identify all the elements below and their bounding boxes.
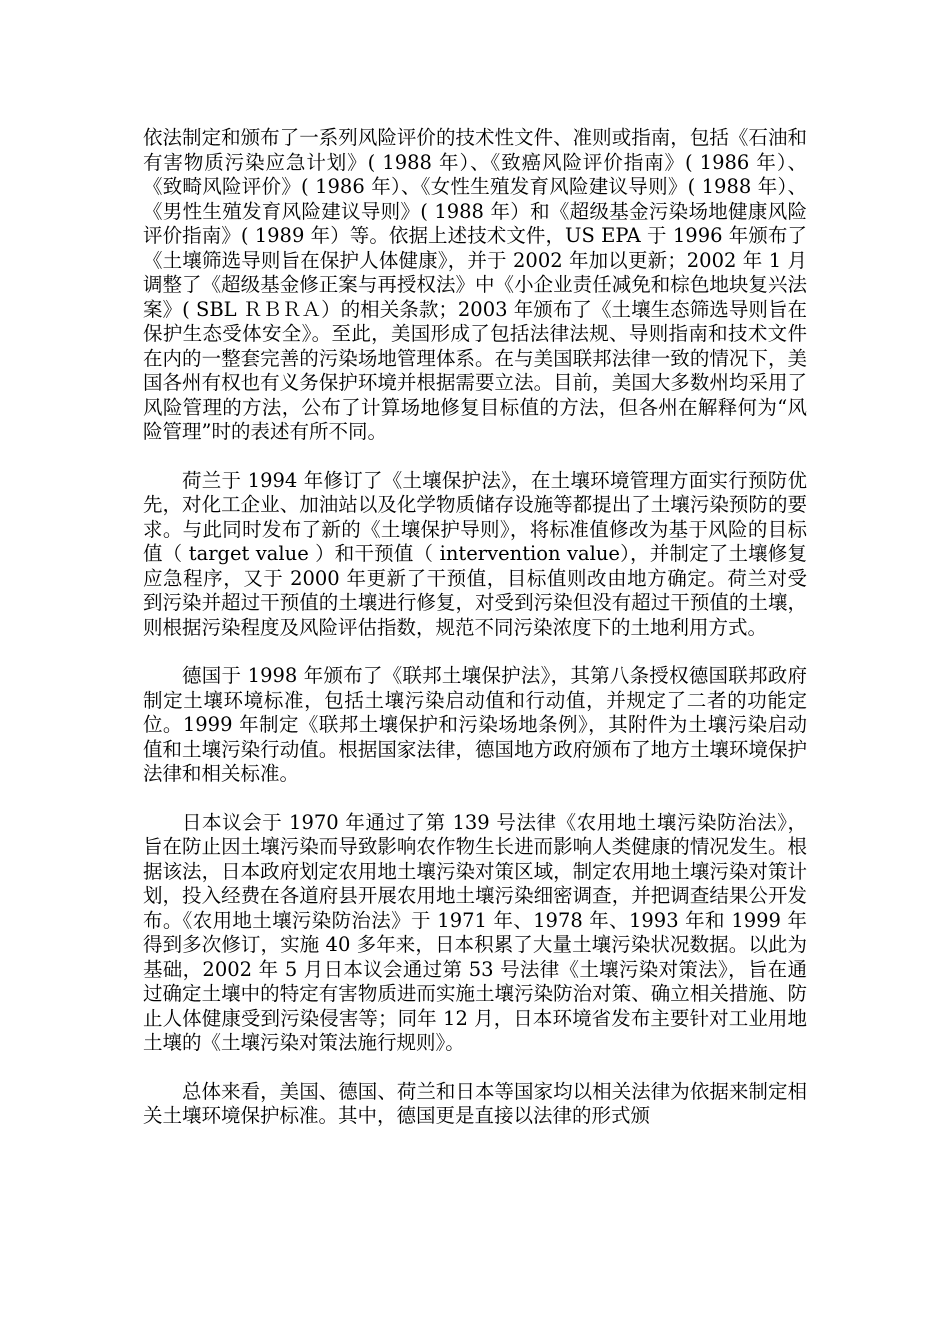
paragraph-summary: 总体来看，美国、德国、荷兰和日本等国家均以相关法律为依据来制定相关土壤环境保护标准。其中，德国更是直接以法律的形式颁 (143, 1079, 807, 1127)
paragraph-netherlands: 荷兰于 1994 年修订了《土壤保护法》，在土壤环境管理方面实行预防优先，对化工企业、加油站以及化学物质储存设施等都提出了土壤污染预防的要求。与此同时发布了新的《土壤保护导则》，将标准值修改为基于风险的目标值（ target value ）和干预值（ intervention value），并制定了土壤修复应急程序，又于 2000 年更新了干预值，目标值则改由地方确定。荷兰对受到污染并超过干预值的土壤进行修复，对受到污染但没有超过干预值的土壤，则根据污染程度及风险评估指数，规范不同污染浓度下的土地利用方式。 (143, 468, 807, 639)
paragraph-us-risk-guidelines: 依法制定和颁布了一系列风险评价的技术性文件、准则或指南，包括《石油和有害物质污染应急计划》( 1988 年）、《致癌风险评价指南》( 1986 年）、《致畸风险评价》( 1986 年）、《女性生殖发育风险建议导则》( 1988 年）、《男性生殖发育风险建议导则》( 1988 年）和《超级基金污染场地健康风险评价指南》( 1989 年）等。依据上述技术文件，US EPA 于 1996 年颁布了《土壤筛选导则旨在保护人体健康》，并于 2002 年加以更新；2002 年 1 月调整了《超级基金修正案与再授权法》中《小企业责任减免和棕色地块复兴法案》( SBL ＲＢＲＡ）的相关条款；2003 年颁布了《土壤生态筛选导则旨在保护生态受体安全》。至此，美国形成了包括法律法规、导则指南和技术文件在内的一整套完善的污染场地管理体系。在与美国联邦法律一致的情况下，美国各州有权也有义务保护环境并根据需要立法。目前，美国大多数州均采用了风险管理的方法，公布了计算场地修复目标值的方法，但各州在解释何为“风险管理”时的表述有所不同。 (143, 126, 807, 443)
paragraph-germany: 德国于 1998 年颁布了《联邦土壤保护法》，其第八条授权德国联邦政府制定土壤环境标准，包括土壤污染启动值和行动值，并规定了二者的功能定位。1999 年制定《联邦土壤保护和污染场地条例》，其附件为土壤污染启动值和土壤污染行动值。根据国家法律，德国地方政府颁布了地方土壤环境保护法律和相关标准。 (143, 664, 807, 785)
body-text (143, 126, 807, 1153)
paragraph-japan: 日本议会于 1970 年通过了第 139 号法律《农用地土壤污染防治法》，旨在防止因土壤污染而导致影响农作物生长进而影响人类健康的情况发生。根据该法，日本政府划定农用地土壤污染对策区域，制定农用地土壤污染对策计划，投入经费在各道府县开展农用地土壤污染细密调查，并把调查结果公开发布。《农用地土壤污染防治法》于 1971 年、1978 年、1993 年和 1999 年得到多次修订，实施 40 多年来，日本积累了大量土壤污染状况数据。以此为基础，2002 年 5 月日本议会通过第 53 号法律《土壤污染对策法》，旨在通过确定土壤中的特定有害物质进而实施土壤污染防治对策、确立相关措施、防止人体健康受到污染侵害等；同年 12 月，日本环境省发布主要针对工业用地土壤的《土壤污染对策法施行规则》。 (143, 810, 807, 1054)
